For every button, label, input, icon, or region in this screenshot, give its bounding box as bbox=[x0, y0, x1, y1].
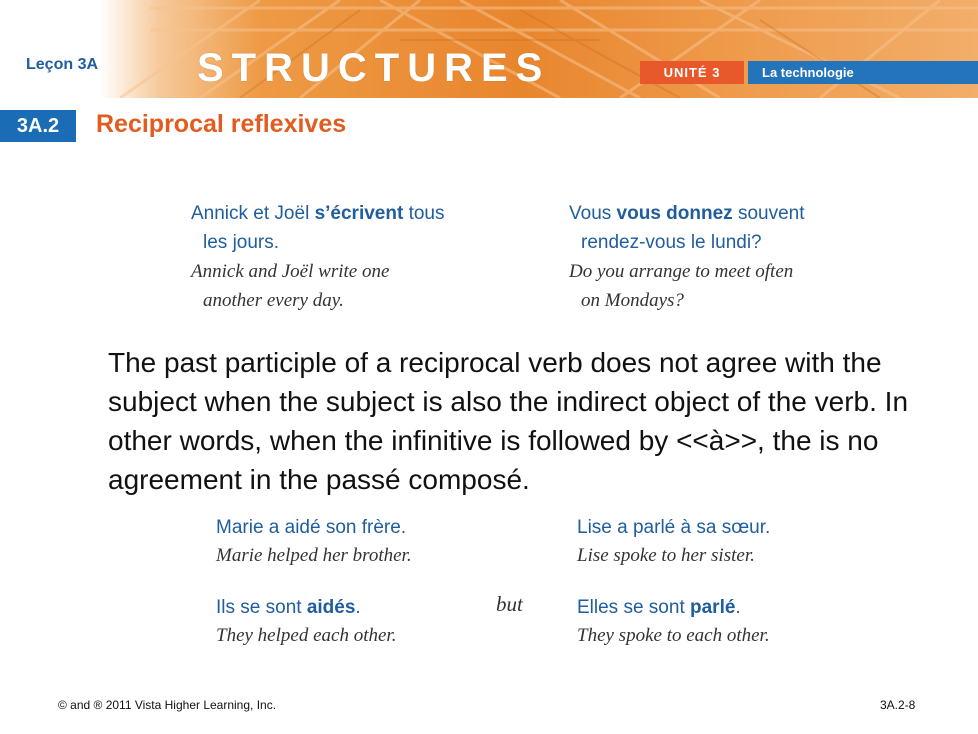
structures-heading: STRUCTURES bbox=[197, 46, 551, 90]
section-title: Reciprocal reflexives bbox=[96, 110, 347, 138]
unit-badge: UNITÉ 3 bbox=[640, 61, 744, 84]
unit-topic-label: La technologie bbox=[748, 61, 978, 84]
example-top-right-english: Do you arrange to meet often on Mondays? bbox=[569, 261, 794, 311]
example-reciprocal-right-english: They spoke to each other. bbox=[577, 625, 770, 646]
slide-number: 3A.2-8 bbox=[880, 698, 916, 712]
example-reciprocal-left-english: They helped each other. bbox=[216, 625, 397, 646]
example-top-left-french: Annick et Joël s’écrivent tous les jours. bbox=[191, 203, 445, 253]
example-top-right-french: Vous vous donnez souvent rendez-vous le lundi? bbox=[569, 203, 805, 253]
explanation-text: The past participle of a reciprocal verb does not agree with the subject when the subject is also the indirect object of the verb. In other words, when the infinitive is followed by <<à>>, the is no agreement in the passé composé. bbox=[108, 347, 909, 495]
connector-but: but bbox=[496, 592, 523, 616]
copyright-notice: © and ® 2011 Vista Higher Learning, Inc. bbox=[58, 698, 277, 712]
example-reciprocal-right-french: Elles se sont parlé. bbox=[577, 597, 741, 618]
header-banner bbox=[0, 0, 978, 98]
example-top-left-english: Annick and Joël write one another every day. bbox=[191, 261, 390, 311]
example-bottom-right-french: Lise a parlé à sa sœur. bbox=[577, 517, 771, 538]
section-number-badge: 3A.2 bbox=[0, 110, 76, 142]
example-reciprocal-left-french: Ils se sont aidés. bbox=[216, 597, 361, 618]
example-bottom-left-english: Marie helped her brother. bbox=[216, 545, 412, 566]
lesson-label: Leçon 3A bbox=[26, 56, 99, 73]
example-bottom-left-french: Marie a aidé son frère. bbox=[216, 517, 407, 538]
example-bottom-right-english: Lise spoke to her sister. bbox=[577, 545, 755, 566]
